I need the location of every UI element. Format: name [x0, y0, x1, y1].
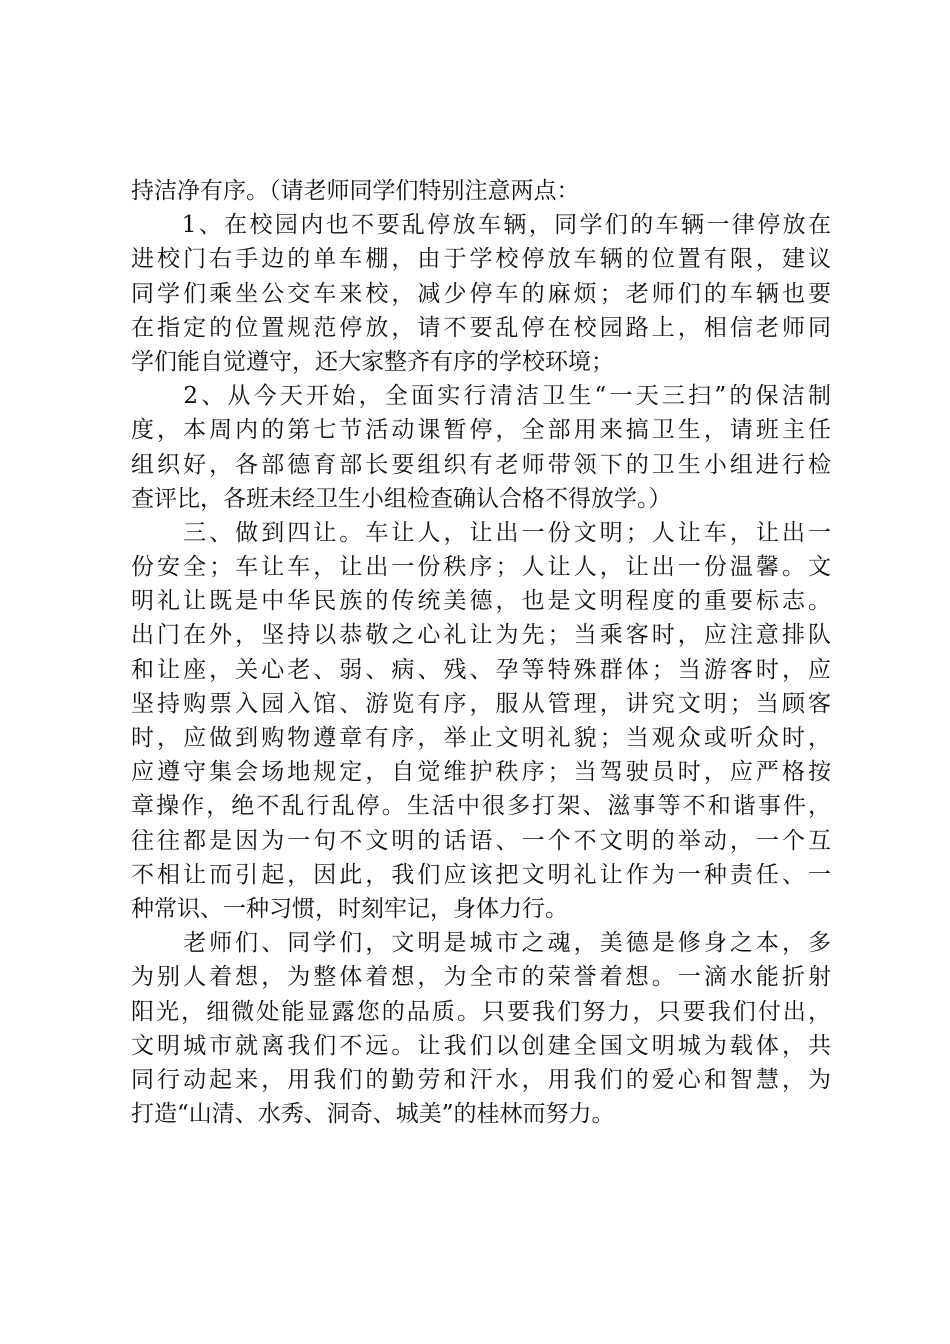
text-line: 持洁净有序。（请老师同学们特别注意两点：	[131, 178, 580, 204]
text-line: 查评比，各班未经卫生小组检查确认合格不得放学。）	[131, 485, 672, 512]
text-line: 学们能自觉遵守，还大家整齐有序的学校环境；	[131, 348, 614, 375]
text-line: 明礼让既是中华民族的传统美德，也是文明程度的重要标志。	[131, 588, 831, 615]
text-line: 打造“山清、水秀、洞奇、城美”的桂林而努力。	[131, 1101, 615, 1128]
text-line: 组织好，各部德育部长要组织有老师带领下的卫生小组进行检	[131, 451, 831, 478]
text-line: 三、做到四让。车让人，让出一份文明；人让车，让出一	[131, 519, 831, 546]
text-line: 章操作，绝不乱行乱停。生活中很多打架、滋事等不和谐事件，	[131, 793, 831, 820]
text-line: 老师们、同学们，文明是城市之魂，美德是修身之本，多	[131, 930, 831, 957]
text-line: 在指定的位置规范停放，请不要乱停在校园路上，相信老师同	[131, 314, 831, 341]
text-line: 为别人着想，为整体着想，为全市的荣誉着想。一滴水能折射	[131, 964, 831, 991]
text-line: 种常识、一种习惯，时刻牢记，身体力行。	[131, 895, 568, 922]
text-line: 2、从今天开始，全面实行清洁卫生“一天三扫”的保洁制	[131, 383, 831, 410]
text-line: 时，应做到购物遵章有序，举止文明礼貌；当观众或听众时，	[131, 725, 831, 751]
text-line: 文明城市就离我们不远。让我们以创建全国文明城为载体，共	[131, 1032, 831, 1059]
text-line: 份安全；车让车，让出一份秩序；人让人，让出一份温馨。文	[131, 554, 831, 581]
text-line: 度，本周内的第七节活动课暂停，全部用来搞卫生，请班主任	[131, 417, 831, 444]
text-line: 应遵守集会场地规定，自觉维护秩序；当驾驶员时，应严格按	[131, 759, 831, 786]
text-line: 同学们乘坐公交车来校，减少停车的麻烦；老师们的车辆也要	[131, 280, 831, 307]
text-line: 进校门右手边的单车棚，由于学校停放车辆的位置有限，建议	[131, 246, 831, 273]
text-line: 同行动起来，用我们的勤劳和汗水，用我们的爱心和智慧，为	[131, 1066, 831, 1093]
text-line: 坚持购票入园入馆、游览有序，服从管理，讲究文明；当顾客	[131, 690, 831, 717]
document-body	[131, 174, 831, 1131]
text-line: 往往都是因为一句不文明的话语、一个不文明的举动，一个互	[131, 827, 831, 854]
text-line: 出门在外，坚持以恭敬之心礼让为先；当乘客时，应注意排队	[131, 622, 831, 649]
text-line: 阳光，细微处能显露您的品质。只要我们努力，只要我们付出，	[131, 998, 831, 1025]
text-line: 和让座，关心老、弱、病、残、孕等特殊群体；当游客时，应	[131, 656, 831, 683]
text-line: 不相让而引起，因此，我们应该把文明礼让作为一种责任、一	[131, 861, 831, 888]
text-line: 1、在校园内也不要乱停放车辆，同学们的车辆一律停放在	[131, 212, 831, 239]
